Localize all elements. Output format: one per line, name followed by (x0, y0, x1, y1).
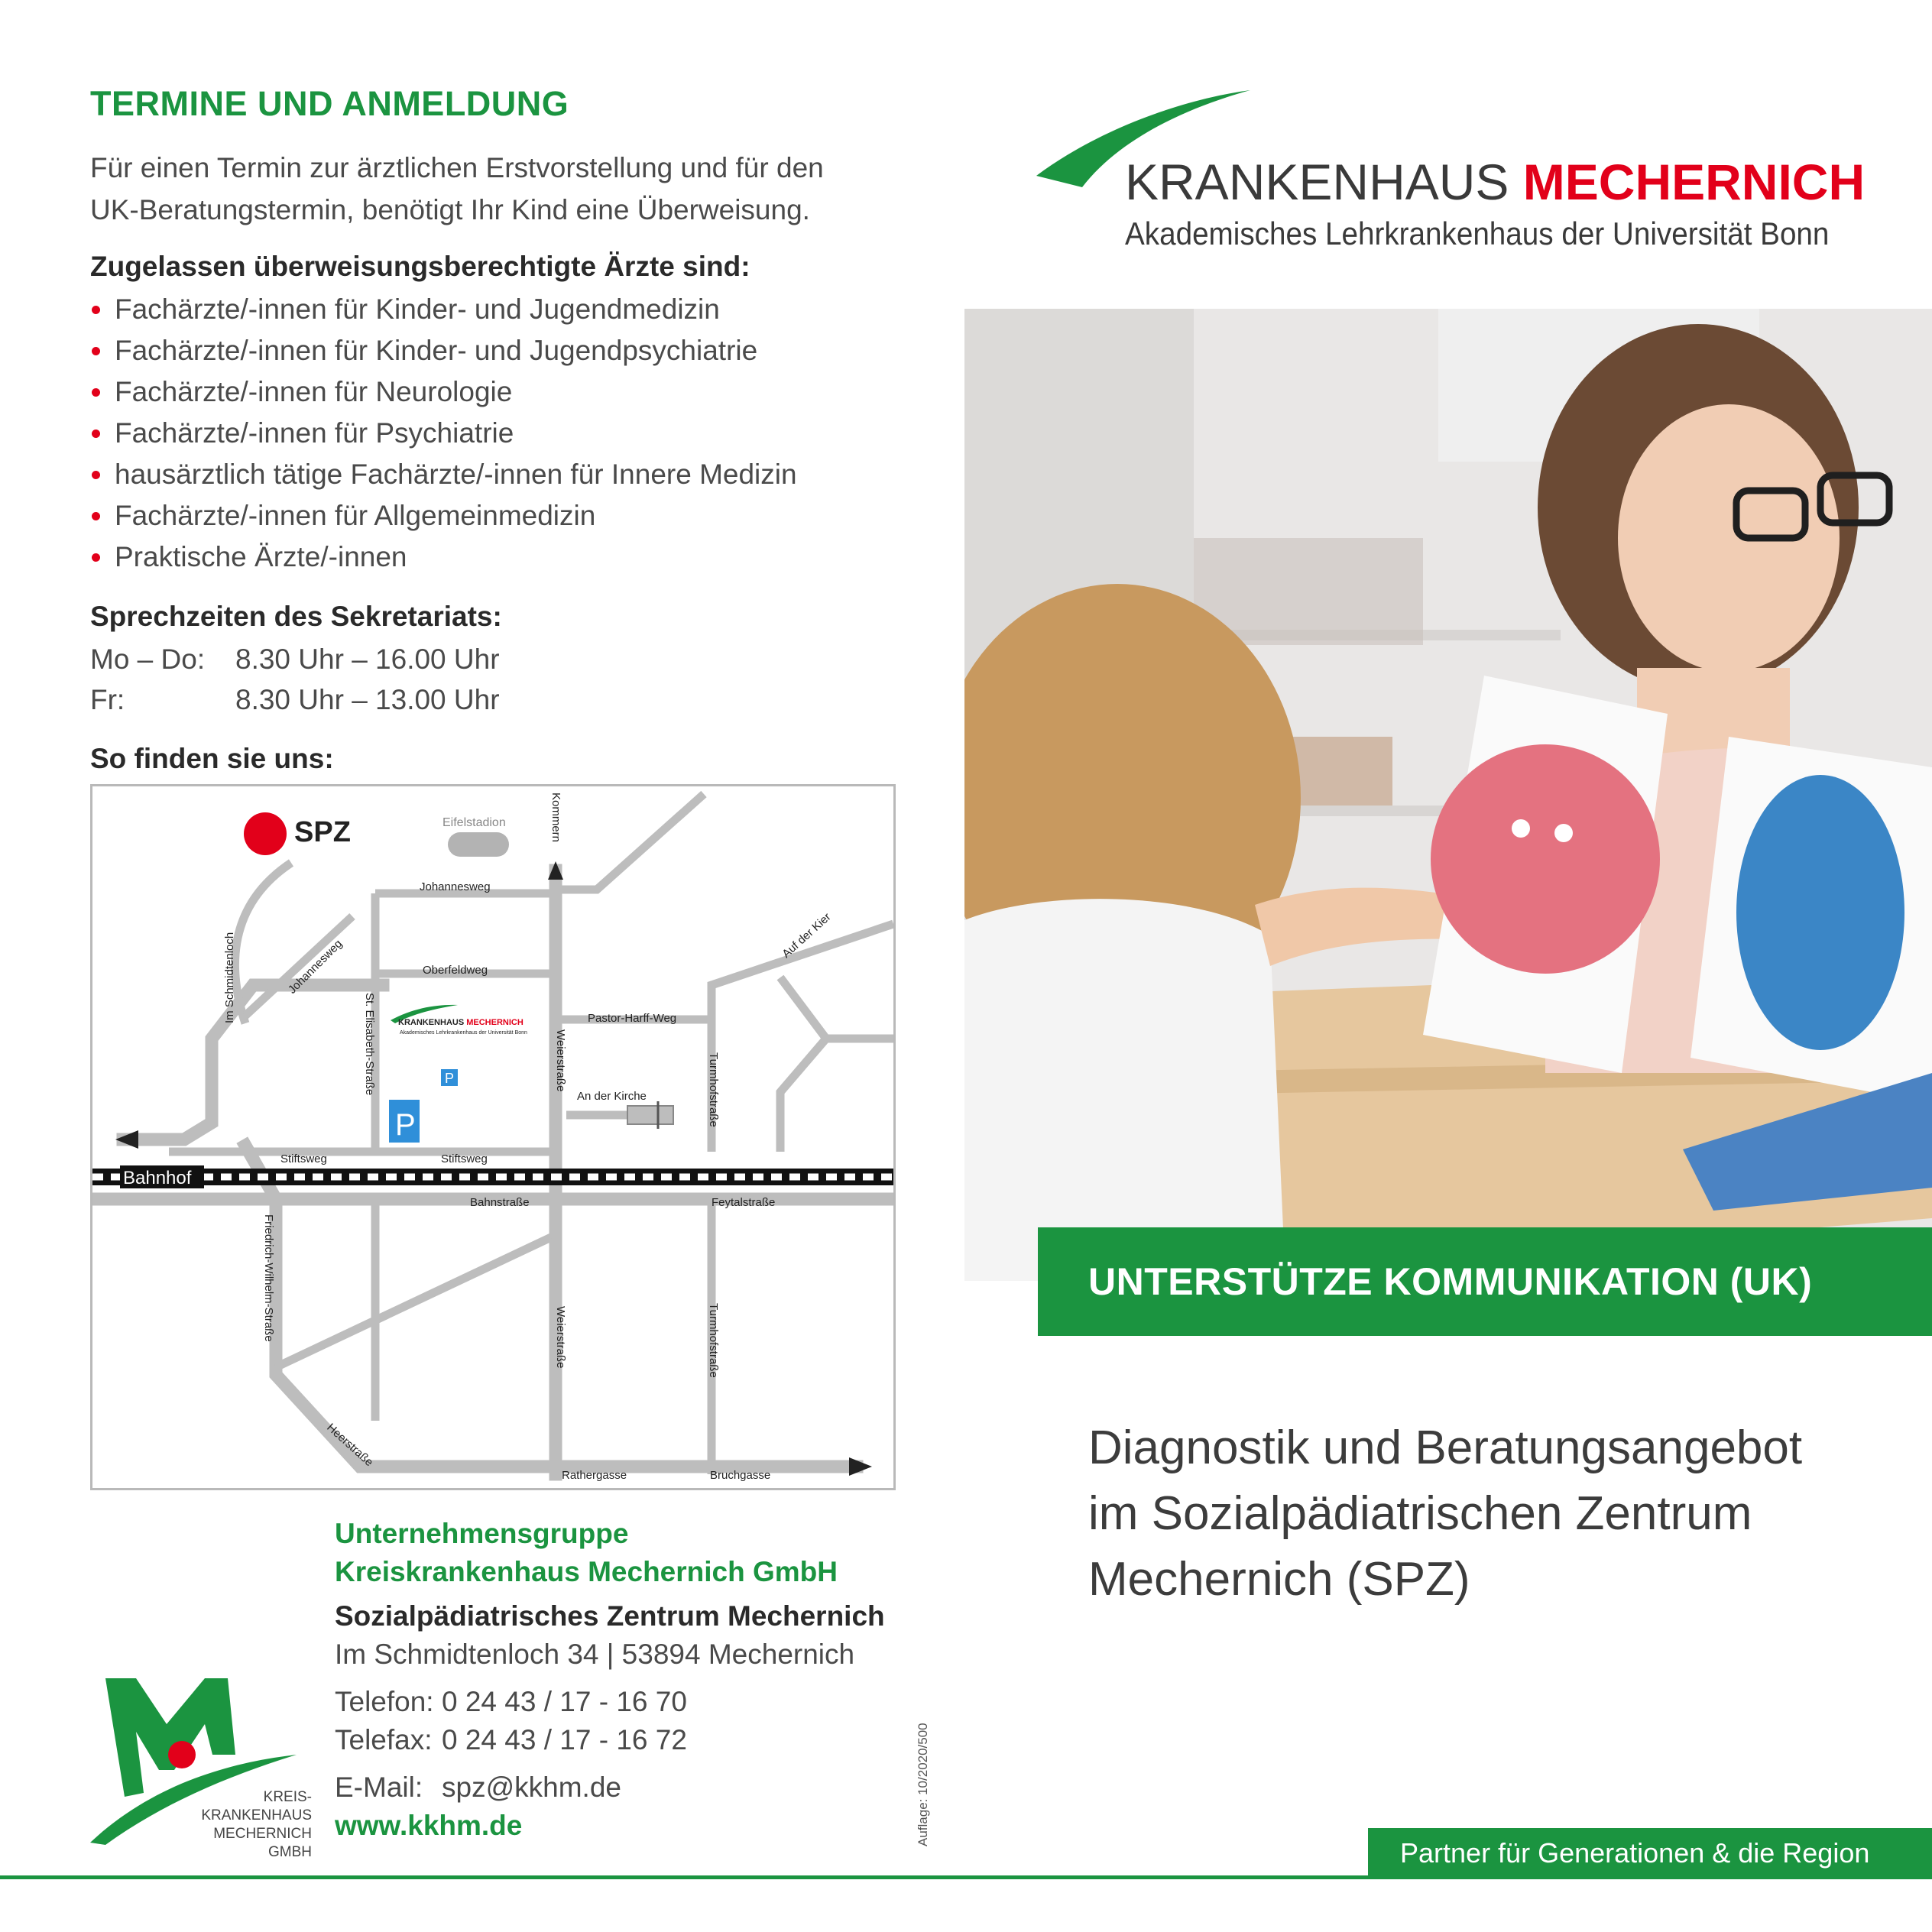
list-item: Fachärzte/-innen für Allgemeinmedizin (90, 495, 900, 536)
location-map (90, 784, 896, 1490)
list-item: hausärztlich tätige Fachärzte/-innen für Innere Medizin (90, 454, 900, 495)
map-label-weierstrasse: Weierstraße (554, 1029, 567, 1092)
intro-text (90, 147, 900, 231)
email-row (335, 1768, 885, 1807)
hours-row (90, 639, 500, 679)
section-title: TERMINE UND ANMELDUNG (90, 84, 569, 123)
phone-row (335, 1683, 885, 1721)
list-item: Praktische Ärzte/-innen (90, 536, 900, 578)
kkhm-logo (90, 1671, 312, 1860)
hours-day: Fr: (90, 684, 125, 715)
footer-slogan: Partner für Generationen & die Region (1400, 1837, 1870, 1869)
topic-banner-text: UNTERSTÜTZE KOMMUNIKATION (UK) (1088, 1260, 1813, 1303)
fax-value: 0 24 43 / 17 - 16 72 (442, 1724, 687, 1755)
map-label-turmhof-2: Turmhofstraße (707, 1303, 720, 1378)
parking-icon: P (445, 1071, 455, 1086)
fax-label: Telefax: (335, 1724, 433, 1755)
subtitle-line: Diagnostik und Beratungsangebot (1088, 1421, 1803, 1474)
kkhm-logo-line: KREIS- (263, 1789, 312, 1805)
brochure-subtitle (1088, 1415, 1898, 1613)
hours-table (90, 639, 500, 720)
web-link[interactable]: www.kkhm.de (335, 1810, 523, 1841)
print-run: Auflage: 10/2020/500 (916, 1723, 930, 1846)
contact-block (335, 1515, 885, 1845)
map-label-bahnhof: Bahnhof (123, 1168, 192, 1188)
map-label-kommern: Kommern (549, 793, 562, 843)
logo-subline: Akademisches Lehrkrankenhaus der Universität Bonn (1125, 216, 1830, 251)
map-label-feytal: Feytalstraße (712, 1196, 776, 1209)
spz-marker (244, 812, 287, 855)
email-label: E-Mail: (335, 1772, 423, 1803)
hours-heading: Sprechzeiten des Sekretariats: (90, 601, 502, 632)
hero-photo (964, 309, 1932, 1281)
hours-time: 8.30 Uhr – 13.00 Uhr (235, 684, 500, 715)
map-label-aufderkier: Auf der Kier (780, 910, 834, 961)
doctors-list (90, 289, 900, 578)
map-mini-logo-b: MECHERNICH (466, 1018, 524, 1027)
map-label-friedrich: Friedrich-Wilhelm-Straße (262, 1214, 275, 1342)
map-label-stiftsweg-2: Stiftsweg (441, 1152, 488, 1165)
kkhm-logo-line: MECHERNICH GMBH (213, 1826, 312, 1860)
hours-row (90, 679, 500, 720)
intro-line: Für einen Termin zur ärztlichen Erstvorstellung und für den (90, 152, 824, 183)
footer-slogan-bar (1368, 1828, 1932, 1879)
kkhm-logo-text (174, 1788, 312, 1862)
center-name: Sozialpädiatrisches Zentrum Mechernich (335, 1600, 885, 1632)
map-label-elisabeth: St. Elisabeth-Straße (363, 993, 376, 1096)
find-heading: So finden sie uns: (90, 743, 334, 774)
hours-day: Mo – Do: (90, 643, 206, 675)
logo-wordmark (1125, 153, 1865, 211)
doctors-heading: Zugelassen überweisungsberechtigte Ärzte sind: (90, 251, 750, 282)
map-label-rathergasse: Rathergasse (562, 1469, 627, 1482)
list-item: Fachärzte/-innen für Psychiatrie (90, 413, 900, 454)
map-label-kirche: An der Kirche (577, 1090, 647, 1103)
topic-banner (1038, 1227, 1932, 1336)
kkhm-logo-line: KRANKENHAUS (201, 1807, 312, 1823)
map-label-stadium: Eifelstadion (442, 816, 506, 829)
group-line: Kreiskrankenhaus Mechernich GmbH (335, 1556, 838, 1587)
subtitle-line: im Sozialpädiatrischen Zentrum (1088, 1487, 1752, 1540)
phone-label: Telefon: (335, 1686, 434, 1717)
map-label-bruchgasse: Bruchgasse (710, 1469, 771, 1482)
parking-icon-large: P (395, 1108, 416, 1142)
hero-photo-illustration (964, 309, 1932, 1281)
map-label-bahnstrasse: Bahnstraße (470, 1196, 530, 1209)
intro-line: UK-Beratungstermin, benötigt Ihr Kind eine Überweisung. (90, 194, 810, 225)
hospital-logo (1036, 84, 1866, 267)
map-label-heerstrasse: Heerstraße (324, 1421, 376, 1470)
map-label-turmhof: Turmhofstraße (707, 1052, 720, 1127)
map-label-weierstrasse-2: Weierstraße (554, 1306, 567, 1369)
list-item: Fachärzte/-innen für Kinder- und Jugendpsychiatrie (90, 330, 900, 371)
map-label-spz: SPZ (294, 816, 351, 848)
phone-value[interactable]: 0 24 43 / 17 - 16 70 (442, 1686, 687, 1717)
map-mini-logo-a: KRANKENHAUS (398, 1018, 467, 1027)
map-label-johannesweg: Johannesweg (420, 880, 491, 893)
group-line: Unternehmensgruppe (335, 1518, 629, 1549)
map-label-schmidtenloch: Im Schmidtenloch (223, 932, 236, 1023)
list-item: Fachärzte/-innen für Kinder- und Jugendmedizin (90, 289, 900, 330)
fax-row (335, 1721, 885, 1759)
address: Im Schmidtenloch 34 | 53894 Mechernich (335, 1639, 855, 1670)
map-label-johannesweg-diag: Johannesweg (285, 937, 345, 997)
list-item: Fachärzte/-innen für Neurologie (90, 371, 900, 413)
map-label-stiftsweg: Stiftsweg (280, 1152, 327, 1165)
map-label-oberfeldweg: Oberfeldweg (423, 964, 488, 977)
map-label-pastor: Pastor-Harff-Weg (588, 1012, 677, 1025)
map-graphic (92, 786, 893, 1488)
logo-wordmark-a: KRANKENHAUS (1125, 154, 1523, 210)
hours-time: 8.30 Uhr – 16.00 Uhr (235, 643, 500, 675)
email-link[interactable]: spz@kkhm.de (442, 1772, 621, 1803)
subtitle-line: Mechernich (SPZ) (1088, 1553, 1470, 1606)
map-mini-logo-sub: Akademisches Lehrkrankenhaus der Universität Bonn (400, 1030, 527, 1036)
map-mini-logo (398, 1018, 524, 1027)
logo-wordmark-b: MECHERNICH (1522, 154, 1866, 210)
